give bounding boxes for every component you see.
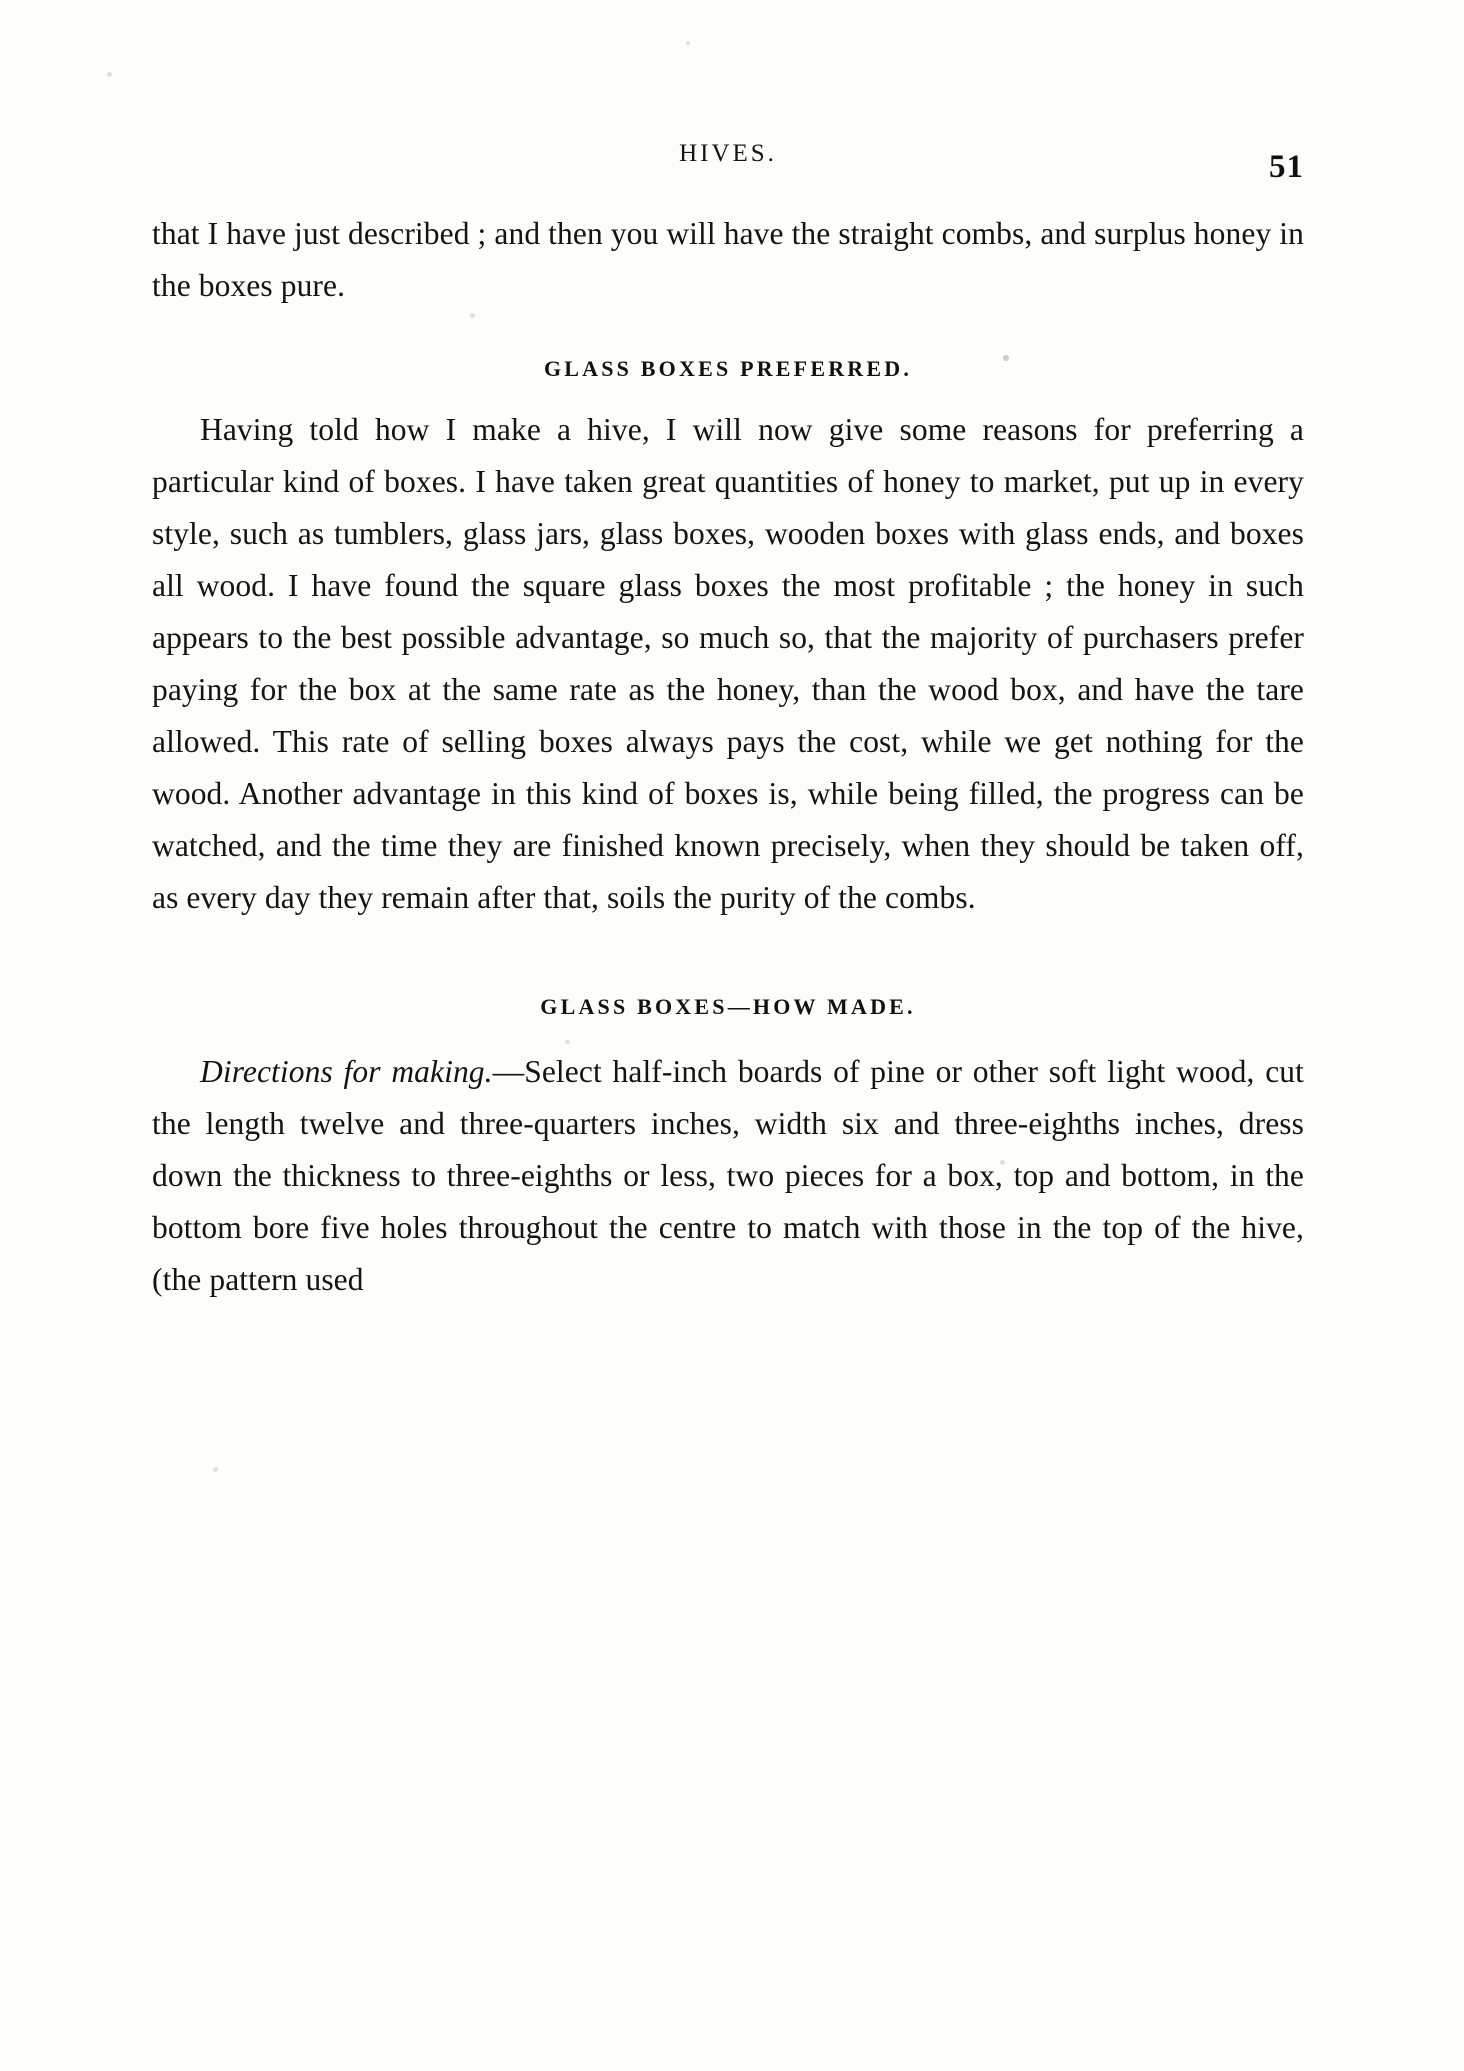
page-content — [152, 140, 1304, 1306]
section-heading-glass-boxes-how-made: GLASS BOXES—HOW MADE. — [540, 994, 916, 1019]
paper-speck — [107, 72, 112, 77]
paper-speck — [686, 41, 690, 45]
running-head — [152, 140, 1304, 188]
paragraph-continued: that I have just described ; and then you will have the straight combs, and surplus honey in the boxes pure. — [152, 216, 1304, 303]
run-in-heading: Directions for making. — [200, 1054, 493, 1089]
section-heading-glass-boxes-preferred: GLASS BOXES PREFERRED. — [543, 356, 913, 381]
page-number: 51 — [1269, 149, 1304, 185]
running-title: HIVES. — [679, 140, 777, 167]
paragraph-text: —Select half-inch boards of pine or other soft light wood, cut the length twelve and three-quarters inches, width six and three-eighths inches, dress down the thickness to three-eighths or less, two pieces for a box, top and bottom, in the bottom bore five holes throughout the centre to match with those in the top of the hive, (the pattern used — [152, 1054, 1304, 1297]
paper-speck — [213, 1467, 218, 1472]
paragraph-glass-boxes-how-made — [152, 1046, 1304, 1306]
paragraph-glass-boxes-preferred: Having told how I make a hive, I will now give some reasons for preferring a particular kind of boxes. I have taken great quantities of honey to market, put up in every style, such as tumblers, glass jars, glass boxes, wooden boxes with glass ends, and boxes all wood. I have found the square glass boxes the most profitable ; the honey in such appears to the best possible advantage, so much so, that the majority of purchasers prefer paying for the box at the same rate as the honey, than the wood box, and have the tare allowed. This rate of selling boxes always pays the cost, while we get nothing for the wood. Another advantage in this kind of boxes is, while being filled, the progress can be watched, and the time they are finished known precisely, when they should be taken off, as every day they remain after that, soils the purity of the combs. — [152, 412, 1304, 915]
